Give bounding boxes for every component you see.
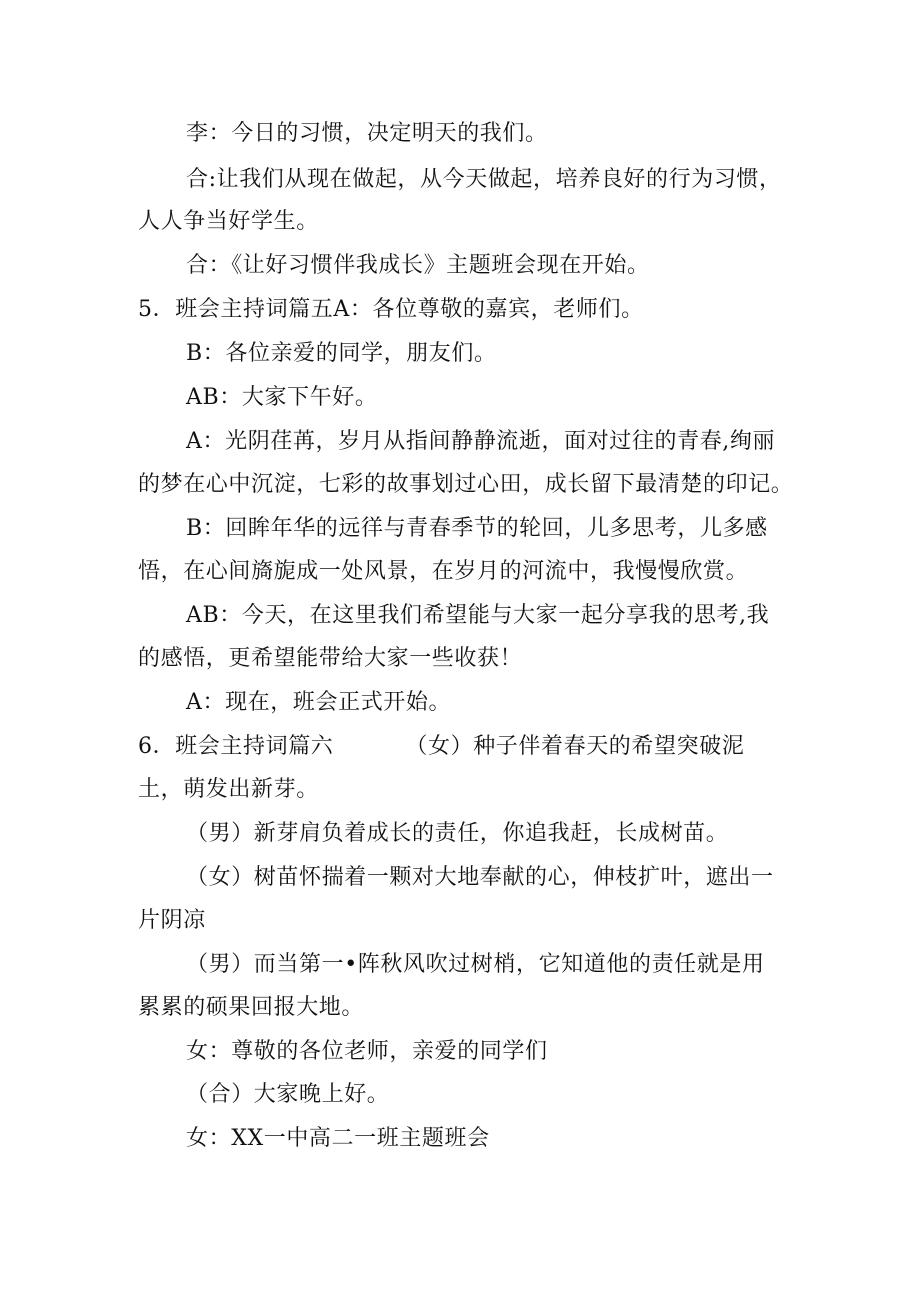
text-line: 悟，在心间旖旎成一处风景，在岁月的河流中，我慢慢欣赏。 xyxy=(138,559,749,584)
section-heading-text: （女）种子伴着春天的希望突破泥 xyxy=(405,734,745,759)
text-line: AB：今天，在这里我们希望能与大家一起分享我的思考,我 xyxy=(186,603,770,628)
text-line: 合：《让好习惯伴我成长》主题班会现在开始。 xyxy=(186,253,650,278)
text-line: 累累的硕果回报大地。 xyxy=(138,995,365,1020)
text-line: A：光阴荏苒，岁月从指间静静流逝，面对过往的青春,绚丽 xyxy=(186,429,776,454)
text-line: B：各位亲爱的同学，朋友们。 xyxy=(186,341,497,366)
text-line: （合）大家晚上好。 xyxy=(186,1082,390,1107)
text-line: 女：尊敬的各位老师，亲爱的同学们 xyxy=(186,1039,548,1064)
text-line: B：回眸年华的远徉与青春季节的轮回，儿多思考，儿多感 xyxy=(186,516,768,541)
text-line: 李：今日的习惯，决定明天的我们。 xyxy=(186,121,548,146)
text-line: （男）新芽肩负着成长的责任，你追我赶，长成树苗。 xyxy=(186,821,729,846)
text-line: 人人争当好学生。 xyxy=(138,209,319,234)
section-heading xyxy=(138,729,744,765)
text-line: A：现在，班会正式开始。 xyxy=(186,690,452,715)
section-heading-number: 6．班会主持词篇六 xyxy=(138,734,334,759)
text-line: 的感悟，更希望能带给大家一些收获！ xyxy=(138,646,523,671)
text-line: （男）而当第一•阵秋风吹过树梢，它知道他的责任就是用 xyxy=(186,952,765,977)
text-line: 的梦在心中沉淀，七彩的故事划过心田，成长留下最清楚的印记。 xyxy=(138,472,794,497)
text-line: 女：XX一中高二一班主题班会 xyxy=(186,1126,490,1151)
text-line: AB：大家下午好。 xyxy=(186,385,378,410)
text-line: 土，萌发出新芽。 xyxy=(138,777,319,802)
text-line: （女）树苗怀揣着一颗对大地奉献的心，伸枝扩叶，遮出一 xyxy=(186,865,774,890)
section-heading: 5．班会主持词篇五A：各位尊敬的嘉宾，老师们。 xyxy=(138,297,644,322)
text-line: 片阴凉 xyxy=(138,908,206,933)
text-line: 合:让我们从现在做起，从今天做起，培养良好的行为习惯， xyxy=(186,167,782,192)
